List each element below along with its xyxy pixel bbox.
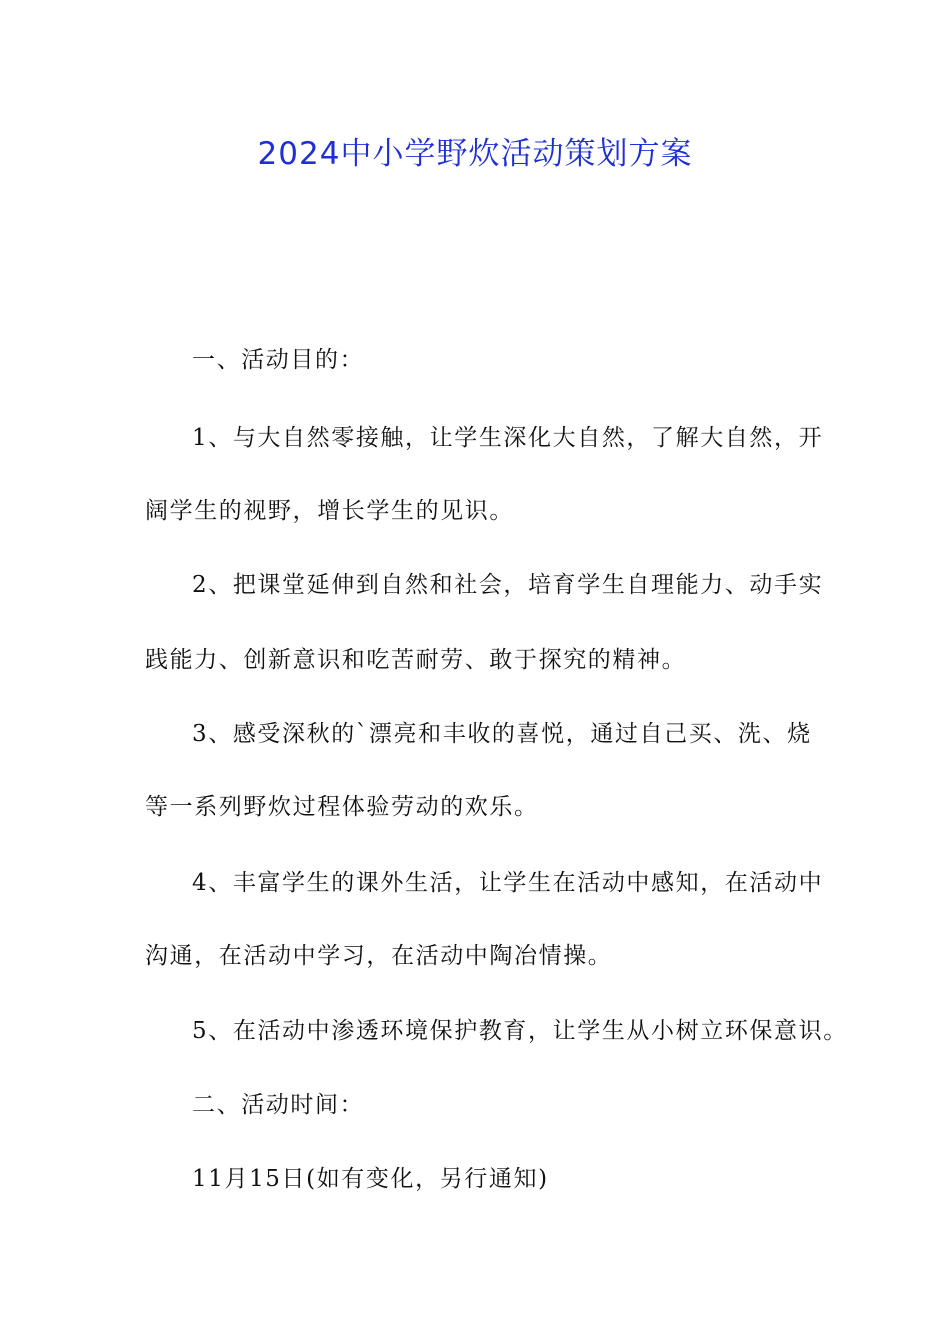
paragraph-line: 阔学生的视野，增长学生的见识。 — [145, 498, 514, 524]
paragraph-line: 11月15日(如有变化，另行通知) — [192, 1166, 549, 1192]
paragraph-line: 沟通，在活动中学习，在活动中陶冶情操。 — [145, 943, 613, 969]
paragraph-line: 5、在活动中渗透环境保护教育，让学生从小树立环保意识。 — [192, 1018, 848, 1044]
paragraph-line: 2、把课堂延伸到自然和社会，培育学生自理能力、动手实 — [192, 572, 824, 598]
paragraph-line: 4、丰富学生的课外生活，让学生在活动中感知，在活动中 — [192, 870, 824, 896]
paragraph-line: 等一系列野炊过程体验劳动的欢乐。 — [145, 794, 539, 820]
section-heading-time: 二、活动时间： — [192, 1092, 365, 1118]
document-title: 2024中小学野炊活动策划方案 — [257, 136, 693, 172]
section-heading-purpose: 一、活动目的： — [192, 347, 365, 373]
paragraph-line: 践能力、创新意识和吃苦耐劳、敢于探究的精神。 — [145, 647, 687, 673]
paragraph-line: 3、感受深秋的`漂亮和丰收的喜悦，通过自己买、洗、烧 — [192, 721, 812, 747]
paragraph-line: 1、与大自然零接触，让学生深化大自然，了解大自然，开 — [192, 425, 824, 451]
